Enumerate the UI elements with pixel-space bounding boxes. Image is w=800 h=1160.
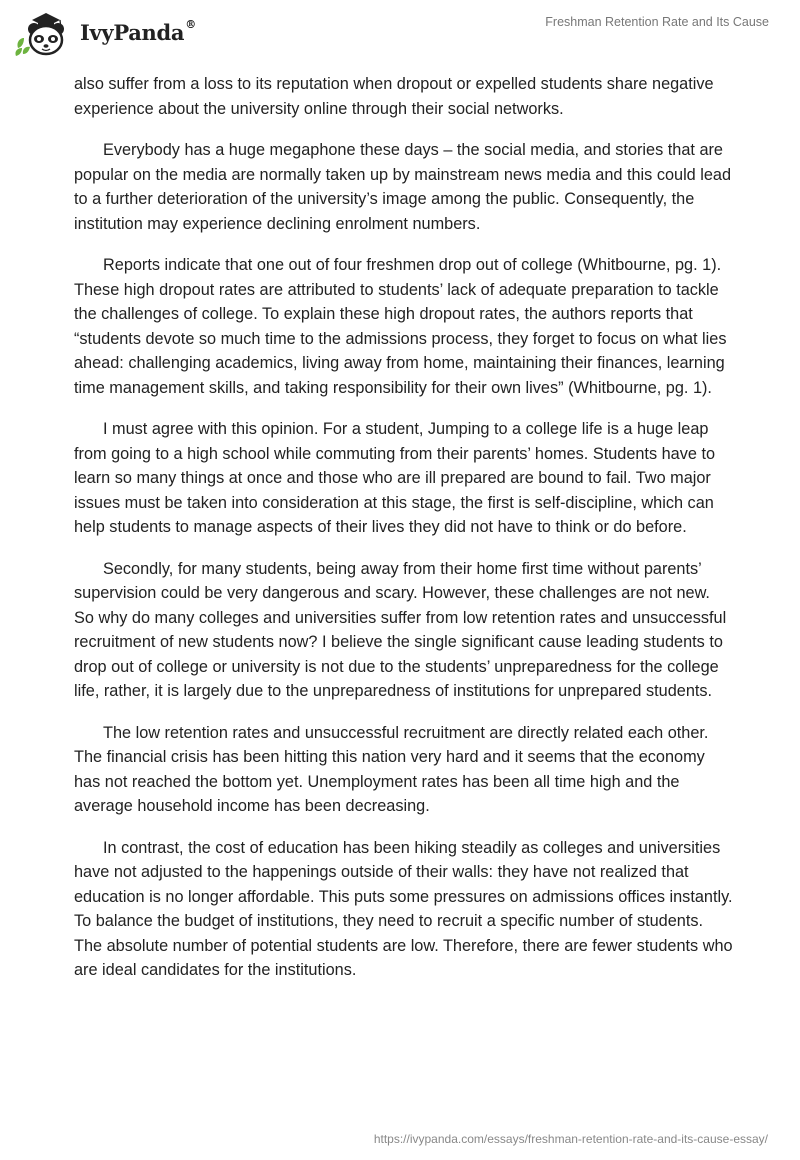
paragraph: Everybody has a huge megaphone these days – the social media, and stories that are popular on the media are normally taken up by mainstream news media and this could lead to a further deterioration of the university’s image among the public. Consequently, the institution may experience declining enrolment numbers. <box>74 141 732 233</box>
source-url-link[interactable]: https://ivypanda.com/essays/freshman-retention-rate-and-its-cause-essay/ <box>373 1132 768 1146</box>
registered-mark: ® <box>185 18 196 31</box>
paragraph: I must agree with this opinion. For a student, Jumping to a college life is a huge leap from going to a high school while commuting from their parents’ homes. Students have to learn so many things at once and those who are ill prepared are bound to fail. Two major issues must be taken into consideration at this stage, the first is self-discipline, which can help students to manage aspects of their lives they did not have to think or do before. <box>74 420 716 536</box>
brand-name[interactable]: IvyPanda® <box>80 18 196 45</box>
ivypanda-logo-icon[interactable] <box>14 8 76 60</box>
paragraph: also suffer from a loss to its reputation when dropout or expelled students share negative experience about the university online through their social networks. <box>74 75 714 118</box>
document-title: Freshman Retention Rate and Its Cause <box>545 15 769 29</box>
paragraph: Reports indicate that one out of four freshmen drop out of college (Whitbourne, pg. 1). These high dropout rates are attributed to students’ lack of adequate preparation to tackle the challenges of college. To explain these high dropout rates, the authors reports that “students devote so much time to the admissions process, they forget to focus on what lies ahead: challenging academics, living away from home, maintaining their finances, learning time management skills, and taking responsibility for their own lives” (Whitbourne, pg. 1). <box>74 256 727 397</box>
paragraph: In contrast, the cost of education has been hiking steadily as colleges and universities have not adjusted to the happenings outside of their walls: they have not realized that education is no longer affordable. This puts some pressures on admissions offices instantly. To balance the budget of institutions, they need to recruit a specific number of students. The absolute number of potential students are low. Therefore, there are fewer students who are ideal candidates for the institutions. <box>74 838 733 979</box>
page-header <box>0 0 800 70</box>
paragraph: The low retention rates and unsuccessful recruitment are directly related each other. The financial crisis has been hitting this nation very hard and it seems that the economy has not reached the bottom yet. Unemployment rates has been all time high and the average household income has been decreasing. <box>74 723 709 815</box>
paragraph: Secondly, for many students, being away from their home first time without parents’ supervision could be very dangerous and scary. However, these challenges are not new. So why do many colleges and universities suffer from low retention rates and unsuccessful recruitment of new students now? I believe the single significant cause leading students to drop out of college or university is not due to the students’ unpreparedness for the college life, rather, it is largely due to the unpreparedness of institutions for unprepared students. <box>74 559 727 700</box>
essay-body <box>74 72 734 1000</box>
